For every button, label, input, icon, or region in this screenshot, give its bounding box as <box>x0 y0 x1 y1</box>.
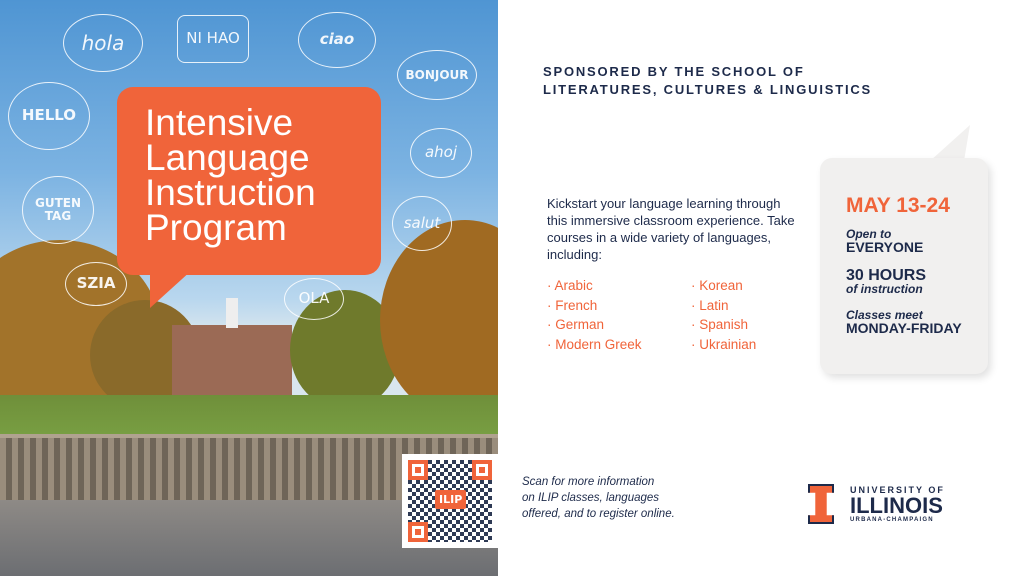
sponsor-line: LITERATURES, CULTURES & LINGUISTICS <box>543 82 873 97</box>
qr-code[interactable] <box>402 454 498 548</box>
language-item: · Korean <box>691 276 756 296</box>
logo-line: UNIVERSITY OF <box>850 485 945 495</box>
greeting-bubble: SZIA <box>65 262 127 306</box>
title-line: Program <box>145 207 287 248</box>
language-item: · Latin <box>691 296 756 316</box>
scan-line: offered, and to register online. <box>522 508 675 520</box>
title-bubble <box>117 87 381 275</box>
info-card-tail <box>930 125 970 161</box>
language-list <box>691 276 756 354</box>
scan-line: on ILIP classes, languages <box>522 492 660 504</box>
schedule-days: MONDAY-FRIDAY <box>846 320 962 336</box>
language-item: · Modern Greek <box>547 335 642 355</box>
greeting-bubble: BONJOUR <box>397 50 477 100</box>
open-to-label: Open to <box>846 227 892 241</box>
tree <box>380 220 498 420</box>
language-item: · Ukrainian <box>691 335 756 355</box>
language-item: · Spanish <box>691 315 756 335</box>
greeting-bubble: GUTEN TAG <box>22 176 94 244</box>
qr-finder <box>472 460 492 480</box>
campus-photo <box>0 0 498 576</box>
hours: 30 HOURS <box>846 267 927 284</box>
info-card <box>820 158 988 374</box>
language-list <box>547 276 642 354</box>
logo-line: URBANA-CHAMPAIGN <box>850 517 934 523</box>
cupola <box>226 298 238 328</box>
title-line: Instruction <box>145 172 316 213</box>
qr-badge: ILIP <box>435 490 466 509</box>
title-line: Intensive <box>145 102 294 143</box>
block-i-icon <box>808 484 834 524</box>
university-logo <box>808 484 945 524</box>
program-dates: MAY 13-24 <box>846 194 950 217</box>
audience: EVERYONE <box>846 239 924 255</box>
language-item: · German <box>547 315 642 335</box>
greeting-bubble: hola <box>63 14 143 72</box>
sponsor-text <box>543 63 872 99</box>
greeting-bubble: OLA <box>284 278 344 320</box>
title-bubble-tail <box>150 270 192 308</box>
greeting-bubble: HELLO <box>8 82 90 150</box>
qr-finder <box>408 522 428 542</box>
greeting-bubble: salut <box>392 196 452 251</box>
language-item: · Arabic <box>547 276 642 296</box>
schedule-label: Classes meet <box>846 308 923 322</box>
language-item: · French <box>547 296 642 316</box>
greeting-bubble: NI HAO <box>177 15 249 63</box>
scan-text <box>522 474 675 522</box>
intro-text: Kickstart your language learning through this immersive classroom experience. Take courses in a wide variety of languages, including: <box>547 196 795 262</box>
logo-line: ILLINOIS <box>850 493 943 518</box>
scan-line: Scan for more information <box>522 476 655 488</box>
greeting-bubble: ahoj <box>410 128 472 178</box>
hours-label: of instruction <box>846 282 923 296</box>
greeting-bubble: ciao <box>298 12 376 68</box>
sponsor-line: SPONSORED BY THE SCHOOL OF <box>543 64 805 79</box>
qr-finder <box>408 460 428 480</box>
title-line: Language <box>145 137 310 178</box>
building <box>172 325 292 395</box>
